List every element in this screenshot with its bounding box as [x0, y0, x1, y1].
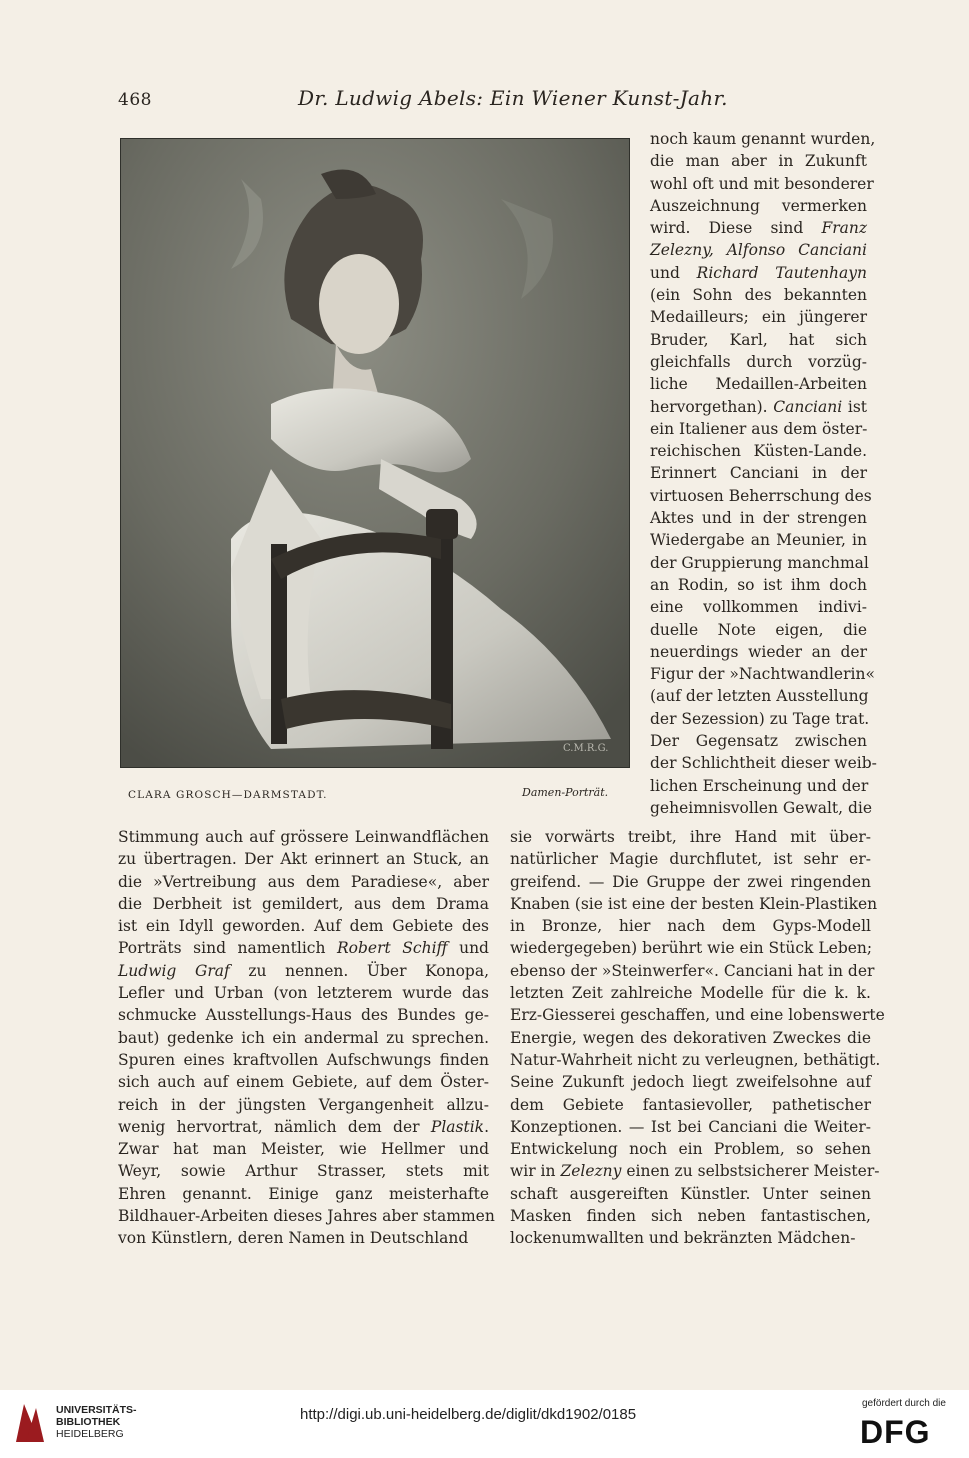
text-line: Erinnert Canciani in der: [650, 464, 867, 483]
text-line: Figur der »Nachtwandlerin«: [650, 665, 875, 684]
text-line: von Künstlern, deren Namen in Deutschland: [118, 1229, 469, 1248]
text-line: Auszeichnung vermerken: [650, 196, 867, 215]
text-line: die »Vertreibung aus dem Paradiese«, aber: [118, 872, 489, 891]
text-line: zu übertragen. Der Akt erinnert an Stuck, an: [118, 850, 489, 869]
text-line: Lefler und Urban (von letzterem wurde das: [118, 984, 489, 1003]
text-line: Seine Zukunft jedoch liegt zweifelsohne auf: [510, 1073, 871, 1092]
text-line: liche Medaillen-Arbeiten: [650, 375, 867, 394]
text-line: wohl oft und mit besonderer: [650, 174, 874, 193]
text-line: und Richard Tautenhayn: [650, 263, 867, 282]
text-line: Wiedergabe an Meunier, in: [650, 531, 867, 550]
text-line: ein Italiener aus dem öster-: [650, 419, 868, 438]
text-line: der Gruppierung manchmal: [650, 553, 869, 572]
library-name: [56, 1404, 137, 1440]
text-line: baut) gedenke ich ein andermal zu sprechen.: [118, 1028, 489, 1047]
text-line: letzten Zeit zahlreiche Modelle für die k. k.: [510, 984, 871, 1003]
text-line: wenig hervortrat, nämlich dem der Plastik.: [118, 1117, 489, 1136]
dfg-logo: DFG: [860, 1414, 931, 1450]
text-line: ist ein Idyll geworden. Auf dem Gebiete des: [118, 917, 489, 936]
library-name-line1: UNIVERSITÄTS-: [56, 1404, 137, 1416]
text-line: Medailleurs; ein jüngerer: [650, 308, 867, 327]
running-title: Dr. Ludwig Abels: Ein Wiener Kunst-Jahr.: [298, 86, 728, 110]
text-line: sie vorwärts treibt, ihre Hand mit über-: [510, 828, 871, 846]
text-line: schmucke Ausstellungs-Haus des Bundes ge-: [118, 1006, 489, 1025]
text-line: (auf der letzten Ausstellung: [650, 687, 869, 706]
text-line: Bildhauer-Arbeiten dieses Jahres aber stammen: [118, 1207, 495, 1226]
text-line: duelle Note eigen, die: [650, 620, 867, 639]
text-line: Aktes und in der strengen: [650, 509, 867, 528]
text-line: Natur-Wahrheit nicht zu verleugnen, bethätigt.: [510, 1050, 881, 1069]
text-line: geheimnisvollen Gewalt, die: [650, 798, 873, 817]
text-line: wir in Zelezny einen zu selbstsicherer Meister-: [510, 1162, 880, 1181]
text-line: neuerdings wieder an der: [650, 642, 867, 661]
library-logo-icon: [10, 1398, 50, 1446]
library-name-line2: BIBLIOTHEK: [56, 1416, 121, 1428]
portrait-illustration: [120, 138, 630, 768]
text-line: wird. Diese sind Franz: [650, 219, 867, 238]
funded-by-label: gefördert durch die: [862, 1398, 946, 1409]
text-line: Porträts sind namentlich Robert Schiff und: [118, 939, 489, 958]
text-line: reich in der jüngsten Vergangenheit allzu-: [118, 1095, 489, 1114]
text-line: hervorgethan). Canciani ist: [650, 397, 867, 416]
text-line: (ein Sohn des bekannten: [650, 286, 867, 305]
text-line: wiedergegeben) berührt wie ein Stück Leben;: [510, 939, 873, 958]
text-line: der Sezession) zu Tage trat.: [650, 709, 870, 728]
text-line: Bruder, Karl, hat sich: [650, 330, 867, 349]
text-line: lichen Erscheinung und der: [650, 776, 869, 795]
text-column-left: [118, 826, 495, 1250]
text-column-right: [510, 826, 885, 1250]
text-line: noch kaum genannt wurden,: [650, 130, 876, 148]
text-line: Erz-Giesserei geschaffen, und eine lobenswerte: [510, 1006, 885, 1025]
text-line: Der Gegensatz zwischen: [650, 732, 867, 751]
figure-monogram: C.M.R.G.: [563, 743, 609, 754]
page-number: 468: [118, 90, 152, 110]
text-line: in Bronze, hier nach dem Gyps-Modell: [510, 917, 871, 936]
text-line: der Schlichtheit dieser weib-: [650, 754, 877, 773]
figure-caption-title: Damen-Porträt.: [522, 786, 609, 799]
text-line: Ehren genannt. Einige ganz meisterhafte: [118, 1184, 489, 1203]
text-line: natürlicher Magie durchflutet, ist sehr er-: [510, 850, 871, 869]
text-line: die man aber in Zukunft: [650, 152, 867, 171]
text-line: lockenumwallten und bekränzten Mädchen-: [510, 1229, 856, 1248]
text-line: Entwickelung noch ein Problem, so sehen: [510, 1140, 871, 1159]
text-line: Stimmung auch auf grössere Leinwandflächen: [118, 828, 489, 846]
text-line: die Derbheit ist gemildert, aus dem Drama: [118, 894, 489, 913]
text-line: dem Gebiete fantasievoller, pathetischer: [510, 1095, 871, 1114]
text-line: greifend. — Die Gruppe der zwei ringenden: [510, 872, 871, 891]
permalink-url[interactable]: http://digi.ub.uni-heidelberg.de/diglit/dkd1902/0185: [300, 1406, 637, 1423]
library-name-line3: HEIDELBERG: [56, 1428, 124, 1440]
text-line: Zelezny, Alfonso Canciani: [650, 241, 867, 260]
text-column-right-top: [650, 128, 877, 819]
text-line: Ludwig Graf zu nennen. Über Konopa,: [118, 961, 489, 980]
text-line: Knaben (sie ist eine der besten Klein-Plastiken: [510, 894, 878, 913]
text-line: gleichfalls durch vorzüg-: [650, 352, 867, 371]
text-line: schaft ausgereiften Künstler. Unter seinen: [510, 1184, 871, 1203]
text-line: Energie, wegen des dekorativen Zweckes die: [510, 1028, 871, 1047]
footer-bar: [0, 1390, 969, 1458]
text-line: Masken finden sich neben fantastischen,: [510, 1207, 871, 1226]
text-line: Zwar hat man Meister, wie Hellmer und: [118, 1140, 489, 1159]
text-line: Weyr, sowie Arthur Strasser, stets mit: [118, 1162, 489, 1181]
text-line: sich auch auf einem Gebiete, auf dem Öster-: [118, 1073, 489, 1092]
text-line: eine vollkommen indivi-: [650, 598, 867, 617]
text-line: an Rodin, so ist ihm doch: [650, 575, 867, 594]
figure-caption-artist: CLARA GROSCH—DARMSTADT.: [128, 789, 328, 801]
text-line: Konzeptionen. — Ist bei Canciani die Weiter-: [510, 1117, 871, 1136]
text-line: reichischen Küsten-Lande.: [650, 442, 867, 461]
text-line: virtuosen Beherrschung des: [650, 486, 872, 505]
text-line: Spuren eines kraftvollen Aufschwungs finden: [118, 1050, 489, 1069]
text-line: ebenso der »Steinwerfer«. Canciani hat in der: [510, 961, 875, 980]
